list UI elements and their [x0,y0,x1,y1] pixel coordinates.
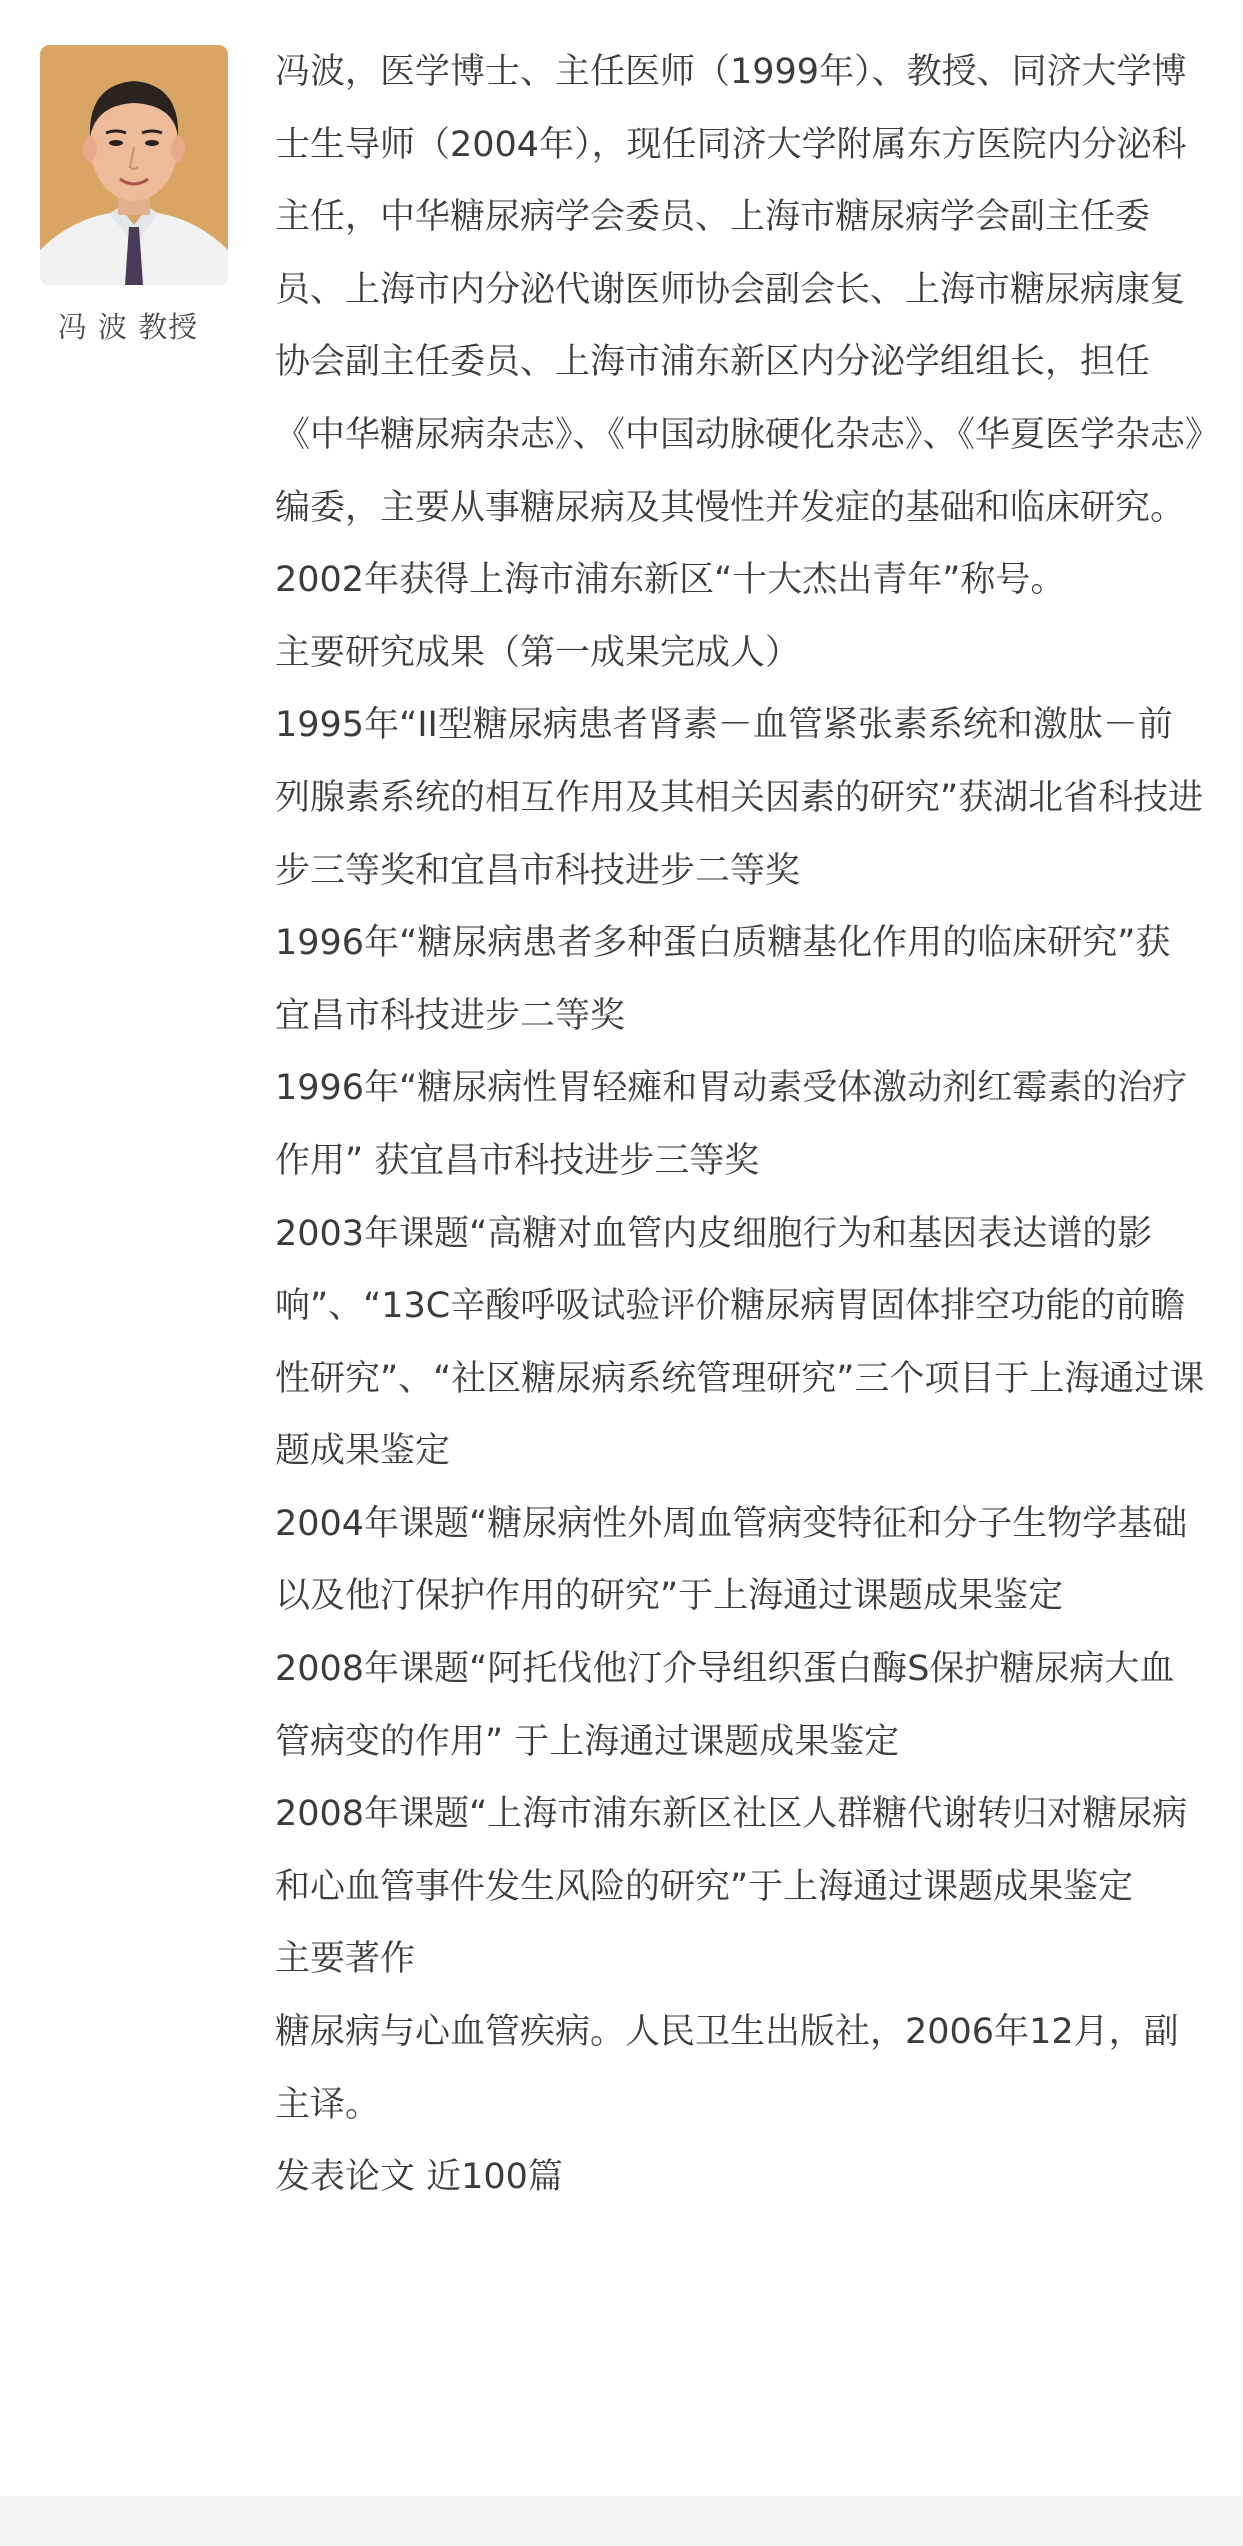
research-item: 2004年课题“糖尿病性外周血管病变特征和分子生物学基础以及他汀保护作用的研究”于上海通过课题成果鉴定 [275,1503,1188,1617]
works-item: 糖尿病与心血管疾病。人民卫生出版社，2006年12月，副主译。 [275,2012,1179,2125]
profile-name-caption: 冯 波 教授 [57,310,199,344]
portrait-image [40,45,228,285]
profile-photo [40,45,228,285]
bottom-strip [0,2496,1243,2546]
research-item: 1996年“糖尿病患者多种蛋白质糖基化作用的临床研究”获宜昌市科技进步二等奖 [275,923,1171,1036]
research-heading: 主要研究成果（第一成果完成人） [275,632,801,673]
works-heading: 主要著作 [275,1939,416,1980]
research-item: 1995年“II型糖尿病患者肾素－血管紧张素系统和激肽－前列腺素系统的相互作用及其相关因素的研究”获湖北省科技进步三等奖和宜昌市科技进步二等奖 [275,705,1204,891]
research-item: 2003年课题“高糖对血管内皮细胞行为和基因表达谱的影响”、“13C辛酸呼吸试验评价糖尿病胃固体排空功能的前瞻性研究”、“社区糖尿病系统管理研究”三个项目于上海通过课题成果鉴定 [275,1213,1205,1472]
bio-intro: 冯波，医学博士、主任医师（1999年）、教授、同济大学博士生导师（2004年），现任同济大学附属东方医院内分泌科主任，中华糖尿病学会委员、上海市糖尿病学会副主任委员、上海市内分泌代谢医师协会副会长、上海市糖尿病康复协会副主任委员、上海市浦东新区内分泌学组组长，担任《中华糖尿病杂志》、《中国动脉硬化杂志》、《华夏医学杂志》编委，主要从事糖尿病及其慢性并发症的基础和临床研究。2002年获得上海市浦东新区“十大杰出青年”称号。 [275,52,1203,601]
bio-content [275,36,1205,2214]
research-item: 1996年“糖尿病性胃轻瘫和胃动素受体激动剂红霉素的治疗作用” 获宜昌市科技进步三等奖 [275,1068,1188,1181]
research-item: 2008年课题“上海市浦东新区社区人群糖代谢转归对糖尿病和心血管事件发生风险的研究”于上海通过课题成果鉴定 [275,1794,1188,1907]
research-item: 2008年课题“阿托伐他汀介导组织蛋白酶S保护糖尿病大血管病变的作用” 于上海通过课题成果鉴定 [275,1649,1175,1762]
papers-count: 发表论文 近100篇 [275,2157,563,2198]
